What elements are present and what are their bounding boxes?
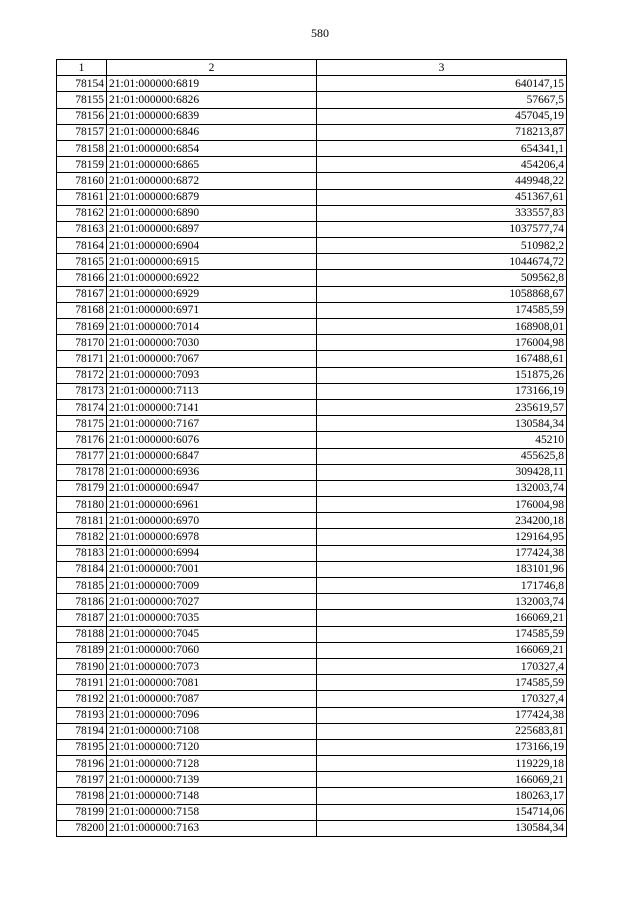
table-row <box>57 578 567 594</box>
value-cell: 235619,57 <box>317 399 567 415</box>
row-index-cell: 78195 <box>57 739 107 755</box>
row-index-cell: 78160 <box>57 173 107 189</box>
table-row <box>57 480 567 496</box>
value-cell: 173166,19 <box>317 739 567 755</box>
table-row <box>57 351 567 367</box>
row-index-cell: 78173 <box>57 383 107 399</box>
table-row <box>57 335 567 351</box>
value-cell: 457045,19 <box>317 108 567 124</box>
row-index-cell: 78190 <box>57 658 107 674</box>
value-cell: 451367,61 <box>317 189 567 205</box>
cadastral-number-cell: 21:01:000000:6994 <box>107 545 317 561</box>
value-cell: 510982,2 <box>317 238 567 254</box>
table-row <box>57 302 567 318</box>
value-cell: 509562,8 <box>317 270 567 286</box>
row-index-cell: 78177 <box>57 448 107 464</box>
value-cell: 130584,34 <box>317 820 567 836</box>
value-cell: 170327,4 <box>317 658 567 674</box>
cadastral-number-cell: 21:01:000000:7035 <box>107 610 317 626</box>
table-row <box>57 205 567 221</box>
table-body <box>57 76 567 837</box>
table-row <box>57 513 567 529</box>
cadastral-number-cell: 21:01:000000:7139 <box>107 772 317 788</box>
value-cell: 166069,21 <box>317 610 567 626</box>
cadastral-number-cell: 21:01:000000:6839 <box>107 108 317 124</box>
value-cell: 154714,06 <box>317 804 567 820</box>
table-row <box>57 92 567 108</box>
cadastral-number-cell: 21:01:000000:6076 <box>107 432 317 448</box>
cadastral-number-cell: 21:01:000000:6890 <box>107 205 317 221</box>
value-cell: 333557,83 <box>317 205 567 221</box>
cadastral-number-cell: 21:01:000000:6846 <box>107 124 317 140</box>
row-index-cell: 78172 <box>57 367 107 383</box>
value-cell: 130584,34 <box>317 416 567 432</box>
table-row <box>57 626 567 642</box>
value-cell: 132003,74 <box>317 480 567 496</box>
value-cell: 234200,18 <box>317 513 567 529</box>
row-index-cell: 78161 <box>57 189 107 205</box>
value-cell: 174585,59 <box>317 626 567 642</box>
table-row <box>57 399 567 415</box>
row-index-cell: 78181 <box>57 513 107 529</box>
value-cell: 45210 <box>317 432 567 448</box>
cadastral-number-cell: 21:01:000000:7030 <box>107 335 317 351</box>
column-header-1: 1 <box>57 60 107 76</box>
value-cell: 119229,18 <box>317 756 567 772</box>
row-index-cell: 78167 <box>57 286 107 302</box>
value-cell: 176004,98 <box>317 335 567 351</box>
table-row <box>57 432 567 448</box>
row-index-cell: 78176 <box>57 432 107 448</box>
cadastral-number-cell: 21:01:000000:6854 <box>107 140 317 156</box>
cadastral-number-cell: 21:01:000000:6872 <box>107 173 317 189</box>
cadastral-number-cell: 21:01:000000:6961 <box>107 497 317 513</box>
row-index-cell: 78155 <box>57 92 107 108</box>
cadastral-number-cell: 21:01:000000:6865 <box>107 157 317 173</box>
value-cell: 167488,61 <box>317 351 567 367</box>
table-row <box>57 221 567 237</box>
table-row <box>57 157 567 173</box>
cadastral-number-cell: 21:01:000000:7045 <box>107 626 317 642</box>
cadastral-number-cell: 21:01:000000:7120 <box>107 739 317 755</box>
table-row <box>57 383 567 399</box>
row-index-cell: 78179 <box>57 480 107 496</box>
row-index-cell: 78187 <box>57 610 107 626</box>
cadastral-number-cell: 21:01:000000:6879 <box>107 189 317 205</box>
row-index-cell: 78169 <box>57 319 107 335</box>
row-index-cell: 78168 <box>57 302 107 318</box>
value-cell: 1058868,67 <box>317 286 567 302</box>
table-row <box>57 140 567 156</box>
value-cell: 225683,81 <box>317 723 567 739</box>
value-cell: 177424,38 <box>317 545 567 561</box>
row-index-cell: 78154 <box>57 76 107 92</box>
cadastral-table <box>56 59 567 837</box>
table-row <box>57 238 567 254</box>
table-row <box>57 561 567 577</box>
table-header-row <box>57 60 567 76</box>
value-cell: 640147,15 <box>317 76 567 92</box>
cadastral-number-cell: 21:01:000000:7141 <box>107 399 317 415</box>
value-cell: 129164,95 <box>317 529 567 545</box>
cadastral-number-cell: 21:01:000000:7163 <box>107 820 317 836</box>
row-index-cell: 78159 <box>57 157 107 173</box>
row-index-cell: 78192 <box>57 691 107 707</box>
row-index-cell: 78182 <box>57 529 107 545</box>
table-row <box>57 658 567 674</box>
table-row <box>57 529 567 545</box>
row-index-cell: 78162 <box>57 205 107 221</box>
table-row <box>57 610 567 626</box>
value-cell: 718213,87 <box>317 124 567 140</box>
column-header-3: 3 <box>317 60 567 76</box>
page-number: 580 <box>311 26 329 40</box>
table-row <box>57 270 567 286</box>
value-cell: 166069,21 <box>317 772 567 788</box>
table-row <box>57 367 567 383</box>
row-index-cell: 78164 <box>57 238 107 254</box>
row-index-cell: 78165 <box>57 254 107 270</box>
row-index-cell: 78157 <box>57 124 107 140</box>
row-index-cell: 78185 <box>57 578 107 594</box>
row-index-cell: 78189 <box>57 642 107 658</box>
cadastral-number-cell: 21:01:000000:7108 <box>107 723 317 739</box>
cadastral-number-cell: 21:01:000000:7167 <box>107 416 317 432</box>
cadastral-number-cell: 21:01:000000:7081 <box>107 675 317 691</box>
value-cell: 449948,22 <box>317 173 567 189</box>
cadastral-number-cell: 21:01:000000:7009 <box>107 578 317 594</box>
row-index-cell: 78186 <box>57 594 107 610</box>
value-cell: 174585,59 <box>317 675 567 691</box>
value-cell: 57667,5 <box>317 92 567 108</box>
row-index-cell: 78175 <box>57 416 107 432</box>
cadastral-number-cell: 21:01:000000:7067 <box>107 351 317 367</box>
table-row <box>57 464 567 480</box>
row-index-cell: 78174 <box>57 399 107 415</box>
table-row <box>57 189 567 205</box>
table-row <box>57 416 567 432</box>
row-index-cell: 78183 <box>57 545 107 561</box>
cadastral-number-cell: 21:01:000000:7113 <box>107 383 317 399</box>
value-cell: 171746,8 <box>317 578 567 594</box>
cadastral-number-cell: 21:01:000000:7014 <box>107 319 317 335</box>
value-cell: 173166,19 <box>317 383 567 399</box>
table-row <box>57 497 567 513</box>
value-cell: 166069,21 <box>317 642 567 658</box>
cadastral-number-cell: 21:01:000000:7027 <box>107 594 317 610</box>
row-index-cell: 78180 <box>57 497 107 513</box>
cadastral-number-cell: 21:01:000000:6819 <box>107 76 317 92</box>
value-cell: 1044674,72 <box>317 254 567 270</box>
row-index-cell: 78188 <box>57 626 107 642</box>
row-index-cell: 78158 <box>57 140 107 156</box>
cadastral-number-cell: 21:01:000000:7096 <box>107 707 317 723</box>
table-row <box>57 124 567 140</box>
cadastral-number-cell: 21:01:000000:6826 <box>107 92 317 108</box>
value-cell: 309428,11 <box>317 464 567 480</box>
row-index-cell: 78184 <box>57 561 107 577</box>
value-cell: 180263,17 <box>317 788 567 804</box>
row-index-cell: 78199 <box>57 804 107 820</box>
table-row <box>57 772 567 788</box>
table-row <box>57 173 567 189</box>
value-cell: 174585,59 <box>317 302 567 318</box>
value-cell: 183101,96 <box>317 561 567 577</box>
table-row <box>57 804 567 820</box>
cadastral-number-cell: 21:01:000000:6847 <box>107 448 317 464</box>
value-cell: 168908,01 <box>317 319 567 335</box>
table-row <box>57 545 567 561</box>
row-index-cell: 78198 <box>57 788 107 804</box>
row-index-cell: 78170 <box>57 335 107 351</box>
row-index-cell: 78178 <box>57 464 107 480</box>
row-index-cell: 78171 <box>57 351 107 367</box>
cadastral-number-cell: 21:01:000000:6897 <box>107 221 317 237</box>
row-index-cell: 78156 <box>57 108 107 124</box>
cadastral-number-cell: 21:01:000000:6922 <box>107 270 317 286</box>
cadastral-number-cell: 21:01:000000:6978 <box>107 529 317 545</box>
cadastral-number-cell: 21:01:000000:7158 <box>107 804 317 820</box>
row-index-cell: 78166 <box>57 270 107 286</box>
row-index-cell: 78191 <box>57 675 107 691</box>
cadastral-number-cell: 21:01:000000:7087 <box>107 691 317 707</box>
cadastral-number-cell: 21:01:000000:7128 <box>107 756 317 772</box>
table-row <box>57 707 567 723</box>
cadastral-number-cell: 21:01:000000:6971 <box>107 302 317 318</box>
cadastral-number-cell: 21:01:000000:7001 <box>107 561 317 577</box>
table-row <box>57 594 567 610</box>
row-index-cell: 78196 <box>57 756 107 772</box>
table-row <box>57 448 567 464</box>
table-row <box>57 691 567 707</box>
table-row <box>57 788 567 804</box>
cadastral-number-cell: 21:01:000000:6915 <box>107 254 317 270</box>
row-index-cell: 78193 <box>57 707 107 723</box>
value-cell: 176004,98 <box>317 497 567 513</box>
row-index-cell: 78194 <box>57 723 107 739</box>
value-cell: 132003,74 <box>317 594 567 610</box>
value-cell: 151875,26 <box>317 367 567 383</box>
cadastral-number-cell: 21:01:000000:6936 <box>107 464 317 480</box>
value-cell: 454206,4 <box>317 157 567 173</box>
value-cell: 654341,1 <box>317 140 567 156</box>
cadastral-number-cell: 21:01:000000:6947 <box>107 480 317 496</box>
table-row <box>57 820 567 836</box>
table-row <box>57 756 567 772</box>
table-row <box>57 739 567 755</box>
table-row <box>57 286 567 302</box>
table-row <box>57 108 567 124</box>
cadastral-number-cell: 21:01:000000:6904 <box>107 238 317 254</box>
table-row <box>57 723 567 739</box>
table-row <box>57 76 567 92</box>
table-row <box>57 642 567 658</box>
cadastral-number-cell: 21:01:000000:7148 <box>107 788 317 804</box>
value-cell: 1037577,74 <box>317 221 567 237</box>
table-row <box>57 319 567 335</box>
value-cell: 170327,4 <box>317 691 567 707</box>
table-row <box>57 254 567 270</box>
cadastral-number-cell: 21:01:000000:7073 <box>107 658 317 674</box>
row-index-cell: 78197 <box>57 772 107 788</box>
value-cell: 177424,38 <box>317 707 567 723</box>
table-row <box>57 675 567 691</box>
row-index-cell: 78163 <box>57 221 107 237</box>
column-header-2: 2 <box>107 60 317 76</box>
cadastral-number-cell: 21:01:000000:6970 <box>107 513 317 529</box>
cadastral-number-cell: 21:01:000000:7093 <box>107 367 317 383</box>
row-index-cell: 78200 <box>57 820 107 836</box>
cadastral-number-cell: 21:01:000000:6929 <box>107 286 317 302</box>
value-cell: 455625,8 <box>317 448 567 464</box>
cadastral-number-cell: 21:01:000000:7060 <box>107 642 317 658</box>
